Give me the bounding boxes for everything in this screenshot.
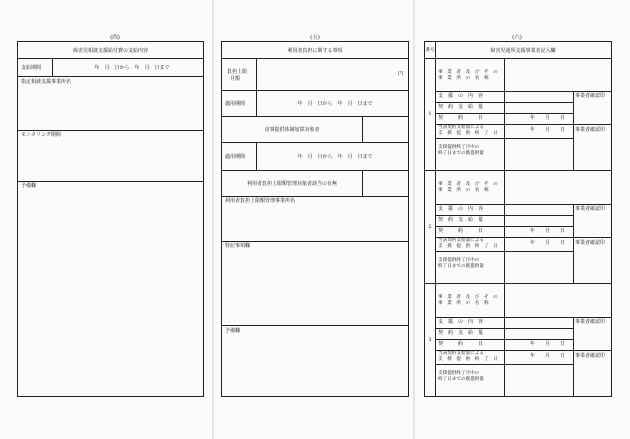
- contract-amount-label: 契 約 支 給 量: [438, 217, 484, 223]
- consultation-office-label: 指定相談支援事業所名: [21, 79, 72, 85]
- provider-name-label: 事 業 者 及 び そ の 事 業 所 の 名 称: [438, 295, 498, 306]
- user-burden-panel: [221, 41, 409, 397]
- support-content-label: 支 援 の 内 容: [438, 206, 484, 212]
- page-fold-left: [212, 0, 214, 439]
- contract-amount-label: 契 約 支 給 量: [438, 104, 484, 110]
- confirm-stamp-label: 事業者確認印: [575, 93, 606, 99]
- benefit-content-title: 障害児相談支援給付費の支給内容: [72, 47, 148, 54]
- burden-management-office-label: 利用者負担上限額管理事業所名: [225, 198, 296, 204]
- provided-amount-label: 支援提供終了月中の 終了日までの既提供量: [438, 145, 484, 156]
- number-header: 番号: [425, 47, 435, 53]
- contract-date-value: 年 月 日: [530, 341, 566, 347]
- row-number: 2: [428, 223, 432, 230]
- confirm-stamp-label: 事業者確認印: [575, 127, 606, 133]
- contract-amount-label: 契 約 支 給 量: [438, 330, 484, 336]
- provided-amount-label: 支援提供終了月中の 終了日までの既提供量: [438, 371, 484, 382]
- user-burden-title: 利用者負担に関する事項: [287, 47, 343, 54]
- provider-entry-panel: [424, 41, 612, 397]
- burden-management-label: 利用者負担上限額管理対象者該当の有無: [246, 180, 337, 187]
- contract-date-value: 年 月 日: [530, 115, 566, 121]
- burden-cap-label-line1: 負担上限: [227, 69, 248, 75]
- support-period-label: 支給期間: [21, 64, 42, 71]
- end-date-label: 当該契約支給量による 支 援 提 供 終 了 日: [438, 125, 498, 136]
- page-number-five: (五): [310, 35, 320, 41]
- confirm-stamp-label: 事業者確認印: [575, 353, 606, 359]
- provider-entry-title: 障害児通所支援事業者記入欄: [490, 47, 556, 54]
- end-date-value: 年 月 日: [530, 353, 566, 359]
- monitoring-period-label: モニタリング期間: [21, 132, 61, 138]
- contract-date-label: 契 約 日: [438, 228, 484, 234]
- confirm-stamp-label: 事業者確認印: [575, 240, 606, 246]
- end-date-label: 当該契約支給量による 支 援 提 供 終 了 日: [438, 351, 498, 362]
- end-date-value: 年 月 日: [530, 127, 566, 133]
- end-date-value: 年 月 日: [530, 240, 566, 246]
- row-number: 1: [428, 111, 432, 117]
- contract-date-label: 契 約 日: [438, 115, 484, 121]
- burden-cap-unit: 円: [398, 71, 404, 77]
- notes-label-2: 予備欄: [225, 328, 241, 334]
- confirm-stamp-label: 事業者確認印: [575, 206, 606, 212]
- page-number-four: (四): [110, 35, 120, 41]
- provided-amount-label: 支援提供終了月中の 終了日までの既提供量: [438, 258, 484, 269]
- applied-period-label-2: 適用期間: [225, 153, 246, 160]
- provider-name-label: 事 業 者 及 び そ の 事 業 所 の 名 称: [438, 70, 498, 81]
- applied-period-value-2: 年 月 日から 年 月 日まで: [297, 153, 373, 160]
- end-date-label: 当該契約支給量による 支 援 提 供 終 了 日: [438, 238, 498, 249]
- confirm-stamp-label: 事業者確認印: [575, 319, 606, 325]
- page-fold-right: [413, 0, 415, 439]
- provider-name-label: 事 業 者 及 び そ の 事 業 所 の 名 称: [438, 182, 498, 193]
- burden-cap-label-line2: 月額: [230, 76, 241, 82]
- contract-date-label: 契 約 日: [438, 341, 484, 347]
- row-number: 3: [428, 336, 432, 343]
- contract-date-value: 年 月 日: [530, 228, 566, 234]
- notes-label: 予備欄: [21, 183, 37, 189]
- applied-period-value: 年 月 日から 年 月 日まで: [297, 100, 373, 107]
- support-period-value: 年 月 日から 年 月 日まで: [94, 64, 170, 71]
- special-notes-label: 特記事項欄: [225, 243, 251, 249]
- page-number-six: (六): [512, 35, 522, 41]
- applied-period-label: 適用期間: [225, 100, 246, 107]
- benefit-content-panel: [17, 41, 204, 397]
- support-content-label: 支 援 の 内 容: [438, 319, 484, 325]
- support-content-label: 支 援 の 内 容: [438, 93, 484, 99]
- meal-provision-label: 食事提供体制加算対象者: [264, 126, 320, 133]
